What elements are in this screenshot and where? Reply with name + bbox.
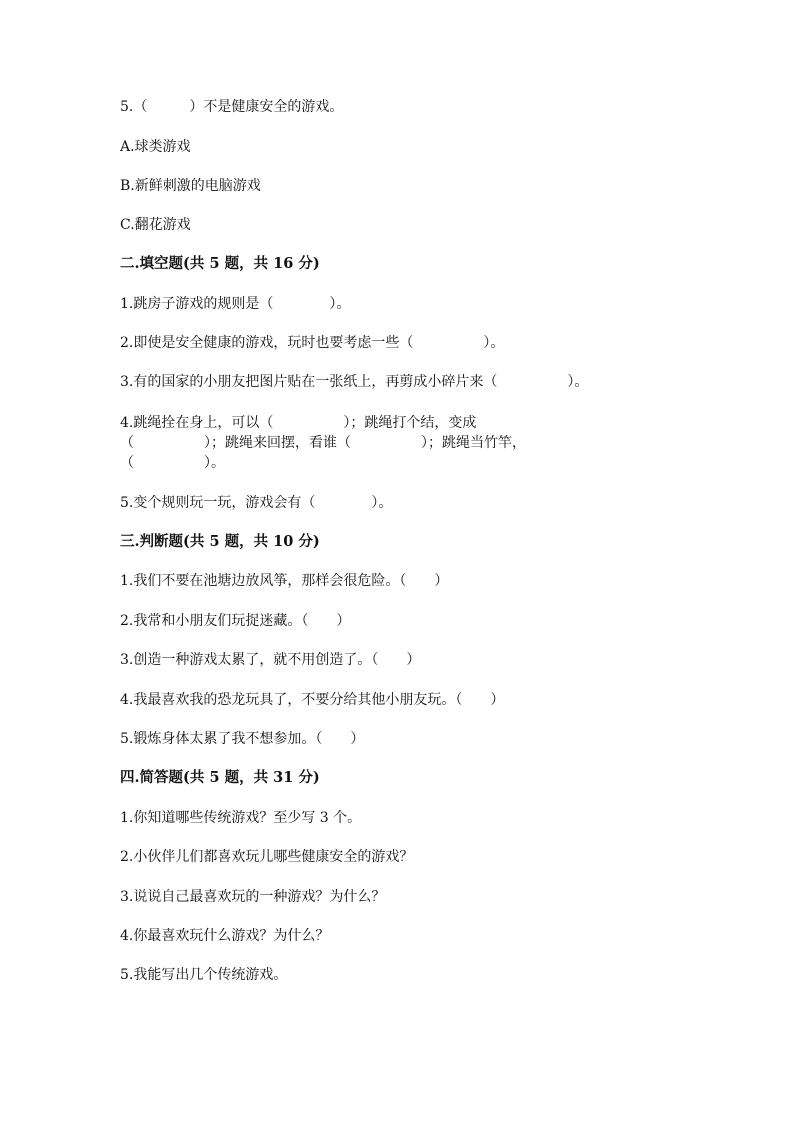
short-answer-question-4: 4.你最喜欢玩什么游戏？为什么？ — [120, 928, 330, 944]
section-judgement-title: 三.判断题(共 5 题，共 10 分) — [120, 533, 320, 550]
option-a: A.球类游戏 — [120, 139, 191, 155]
fill-question-4-line-3: （ ）。 — [120, 455, 225, 471]
fill-question-4-line-2: （ ）；跳绳来回摆，看谁（ ）；跳绳当竹竿， — [120, 435, 526, 451]
fill-question-5: 5.变个规则玩一玩，游戏会有（ ）。 — [120, 495, 393, 511]
short-answer-question-5: 5.我能写出几个传统游戏。 — [120, 967, 288, 983]
fill-question-1: 1.跳房子游戏的规则是（ ）。 — [120, 296, 351, 312]
short-answer-question-2: 2.小伙伴儿们都喜欢玩儿哪些健康安全的游戏？ — [120, 849, 414, 865]
option-b: B.新鲜刺激的电脑游戏 — [120, 178, 261, 194]
fill-question-2: 2.即使是安全健康的游戏，玩时也要考虑一些（ ）。 — [120, 335, 505, 351]
fill-question-3: 3.有的国家的小朋友把图片贴在一张纸上，再剪成小碎片来（ ）。 — [120, 374, 589, 390]
section-short-answer-title: 四.简答题(共 5 题，共 31 分) — [120, 769, 320, 786]
judgement-question-4: 4.我最喜欢我的恐龙玩具了，不要分给其他小朋友玩。（ ） — [120, 692, 505, 708]
fill-question-4-line-1: 4.跳绳拴在身上，可以（ ）；跳绳打个结，变成 — [120, 415, 477, 431]
question-5-stem: 5.（ ）不是健康安全的游戏。 — [120, 99, 344, 115]
option-c: C.翻花游戏 — [120, 217, 191, 233]
judgement-question-5: 5.锻炼身体太累了我不想参加。（ ） — [120, 731, 365, 747]
section-fill-blank-title: 二.填空题(共 5 题，共 16 分) — [120, 255, 320, 272]
short-answer-question-3: 3.说说自己最喜欢玩的一种游戏？为什么？ — [120, 889, 386, 905]
short-answer-question-1: 1.你知道哪些传统游戏？至少写 3 个。 — [120, 810, 362, 826]
judgement-question-2: 2.我常和小朋友们玩捉迷藏。（ ） — [120, 613, 351, 629]
judgement-question-1: 1.我们不要在池塘边放风筝，那样会很危险。（ ） — [120, 573, 449, 589]
judgement-question-3: 3.创造一种游戏太累了，就不用创造了。（ ） — [120, 652, 421, 668]
